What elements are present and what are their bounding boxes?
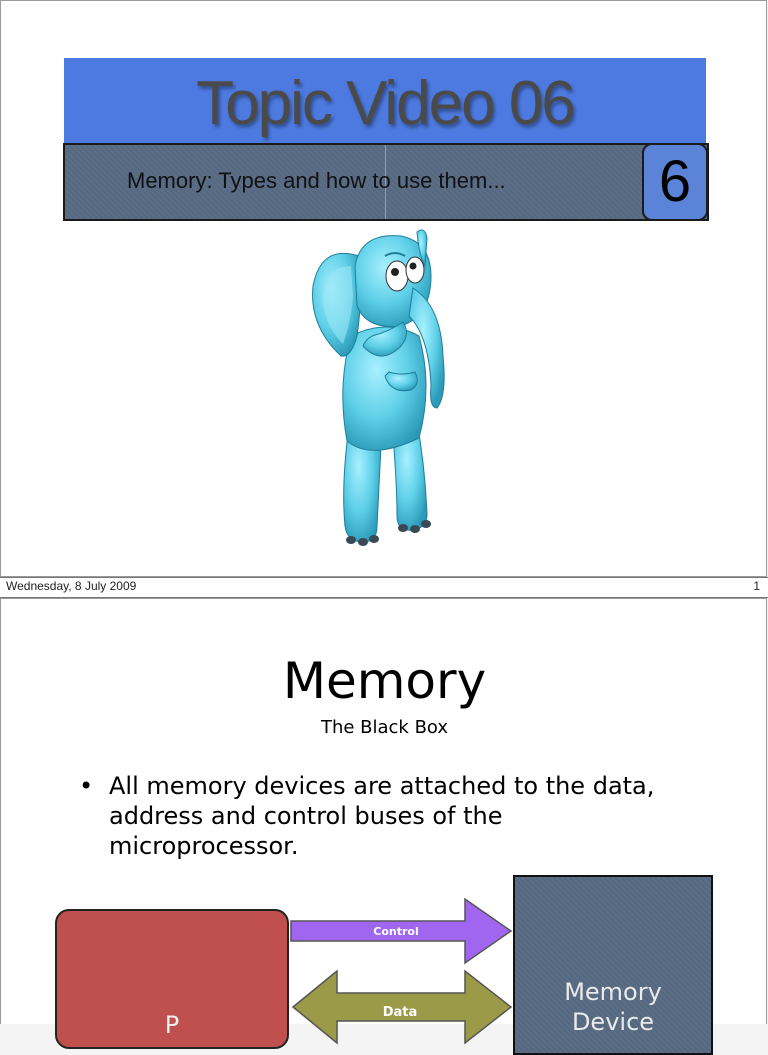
bullet-item xyxy=(79,771,699,861)
bullet-dot-icon: • xyxy=(79,772,94,800)
topic-number-badge: 6 xyxy=(642,143,708,221)
memory-label-line-2: Device xyxy=(571,1008,655,1036)
footer-page-number: 1 xyxy=(753,579,760,593)
memory-device-label xyxy=(513,977,713,1037)
slide-footer xyxy=(0,577,768,598)
bullet-text: All memory devices are attached to the data, address and control buses of the microprocessor. xyxy=(109,772,655,860)
data-bus-label: Data xyxy=(382,1005,418,1020)
slide-1-title: Topic Video 06 xyxy=(196,69,574,138)
slide-2 xyxy=(0,598,767,1039)
elephant-mascot-icon xyxy=(301,226,461,551)
slide-2-subtitle: The Black Box xyxy=(320,717,449,738)
footer-date: Wednesday, 8 July 2009 xyxy=(6,579,137,593)
bullet-list xyxy=(79,771,699,861)
slide-1-subtitle: Memory: Types and how to use them... xyxy=(127,168,506,193)
slide-2-title: Memory xyxy=(282,652,487,710)
memory-label-line-1: Memory xyxy=(564,978,662,1006)
processor-label: P xyxy=(164,1011,180,1039)
control-bus-label: Control xyxy=(373,925,419,938)
